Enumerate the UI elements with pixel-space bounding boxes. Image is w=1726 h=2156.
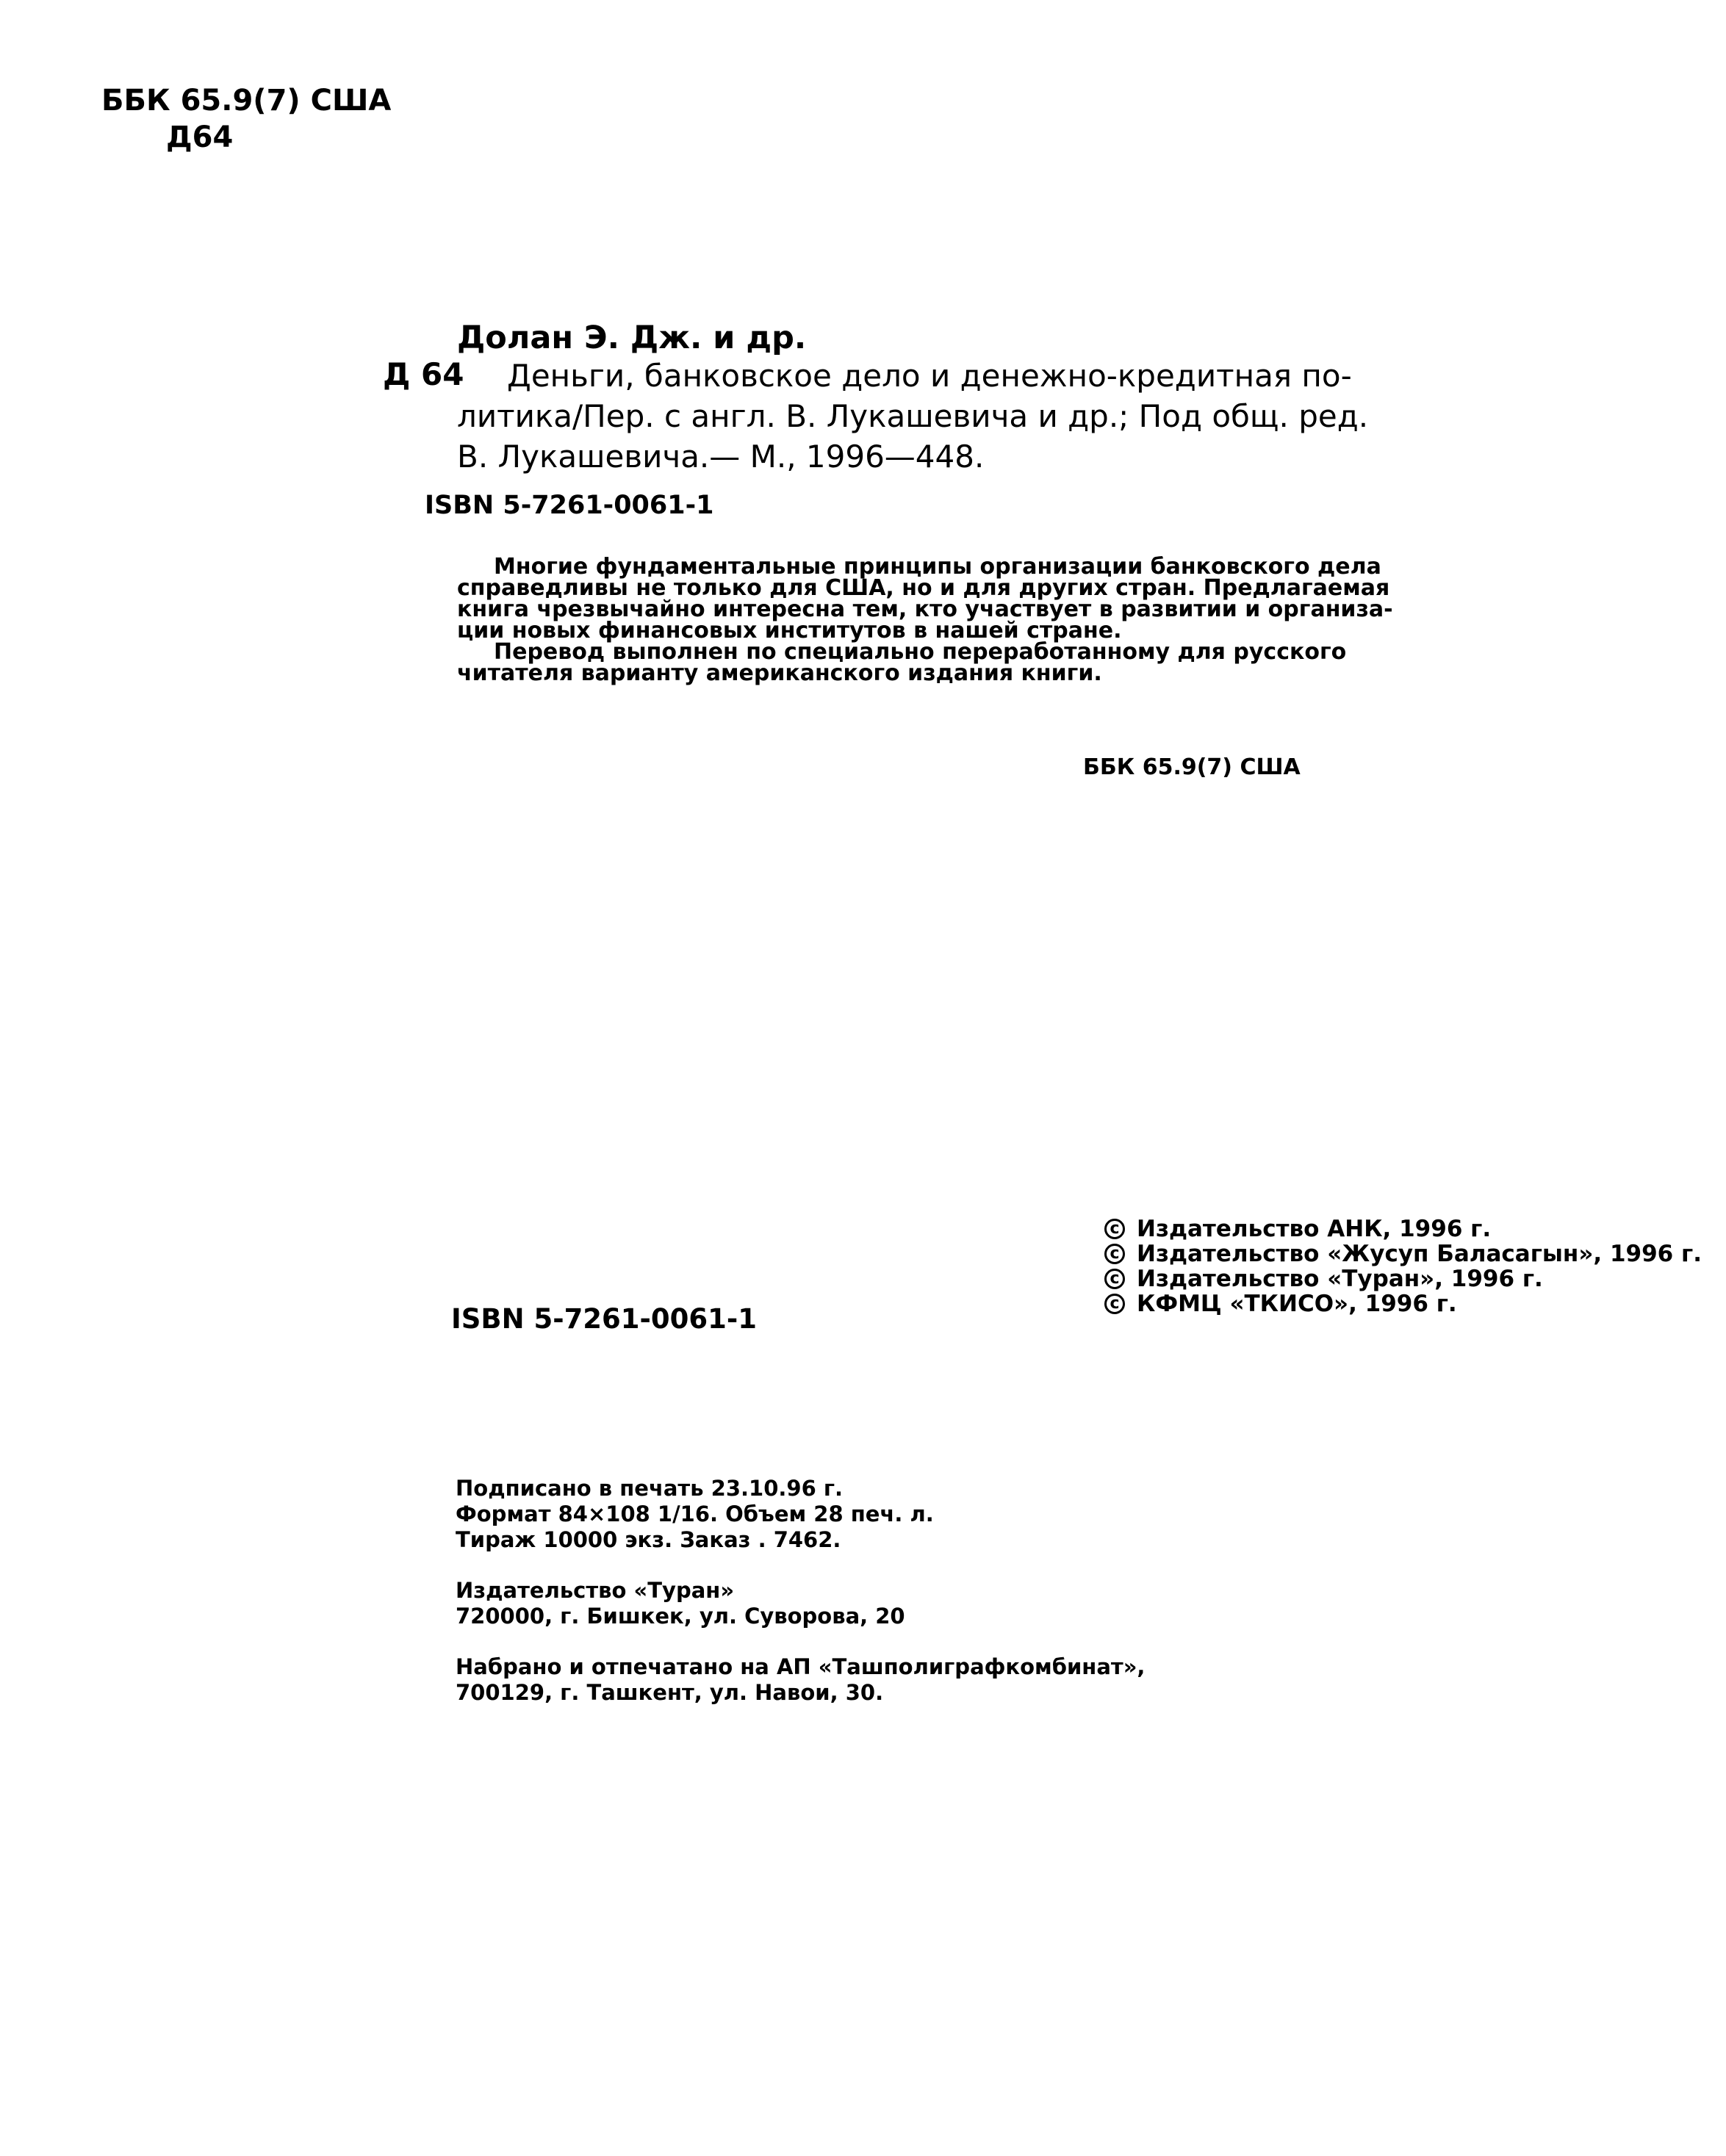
bbk-author-mark: Д64	[166, 120, 234, 154]
copyright-row	[1104, 1266, 1702, 1291]
copyright-icon: c	[1104, 1219, 1125, 1239]
copyright-icon: c	[1104, 1269, 1125, 1289]
bbk-code: ББК 65.9(7) США	[101, 84, 392, 118]
bbk-classification-top	[101, 82, 391, 156]
annotation-line: справедливы не только для США, но и для других стран. Предлагаемая	[457, 575, 1390, 601]
print-info	[456, 1476, 1145, 1553]
printer-line: 700129, г. Ташкент, ул. Навои, 30.	[456, 1680, 884, 1705]
author-line: Долан Э. Дж. и др.	[457, 320, 807, 356]
copyright-text: Издательство «Жусуп Баласагын», 1996 г.	[1137, 1241, 1702, 1267]
title-line: литика/Пер. с англ. В. Лукашевича и др.; Под общ. ред.	[457, 398, 1369, 434]
copyright-text: Издательство «Туран», 1996 г.	[1137, 1266, 1543, 1292]
annotation-line: Многие фундаментальные принципы организации банковского дела	[494, 554, 1381, 580]
imprint	[456, 1476, 1145, 1731]
publisher-line: Издательство «Туран»	[456, 1578, 735, 1603]
annotation-line: Перевод выполнен по специально переработанному для русского	[494, 639, 1347, 665]
isbn-main: ISBN 5-7261-0061-1	[451, 1303, 757, 1335]
annotation-line: книга чрезвычайно интересна тем, кто участвует в развитии и организа-	[457, 596, 1393, 622]
title-line: Деньги, банковское дело и денежно-кредитная по-	[507, 358, 1352, 394]
copyright-block	[1104, 1216, 1702, 1316]
isbn-upper: ISBN 5-7261-0061-1	[425, 491, 714, 520]
annotation-line: ции новых финансовых институтов в нашей стране.	[457, 618, 1122, 643]
printer-info	[456, 1654, 1145, 1706]
author-mark: Д 64	[383, 356, 464, 392]
copyright-row	[1104, 1291, 1702, 1316]
copyright-row	[1104, 1241, 1702, 1266]
print-info-line: Подписано в печать 23.10.96 г.	[456, 1476, 844, 1501]
print-info-line: Тираж 10000 экз. Заказ . 7462.	[456, 1527, 841, 1552]
copyright-icon: c	[1104, 1294, 1125, 1314]
annotation-line: читателя варианту американского издания книги.	[457, 660, 1102, 686]
printer-line: Набрано и отпечатано на АП «Ташполиграфкомбинат»,	[456, 1654, 1146, 1679]
publisher-line: 720000, г. Бишкек, ул. Суворова, 20	[456, 1604, 905, 1629]
annotation	[457, 554, 1393, 686]
publisher-info	[456, 1578, 1145, 1629]
bibliographic-description	[457, 356, 1369, 477]
bbk-classification-right: ББК 65.9(7) США	[1083, 754, 1301, 780]
copyright-row	[1104, 1216, 1702, 1241]
title-line: В. Лукашевича.— М., 1996—448.	[457, 439, 985, 475]
copyright-icon: c	[1104, 1244, 1125, 1264]
print-info-line: Формат 84×108 1/16. Объем 28 печ. л.	[456, 1501, 934, 1526]
copyright-text: Издательство АНК, 1996 г.	[1137, 1216, 1492, 1242]
copyright-text: КФМЦ «ТКИСО», 1996 г.	[1137, 1291, 1457, 1317]
